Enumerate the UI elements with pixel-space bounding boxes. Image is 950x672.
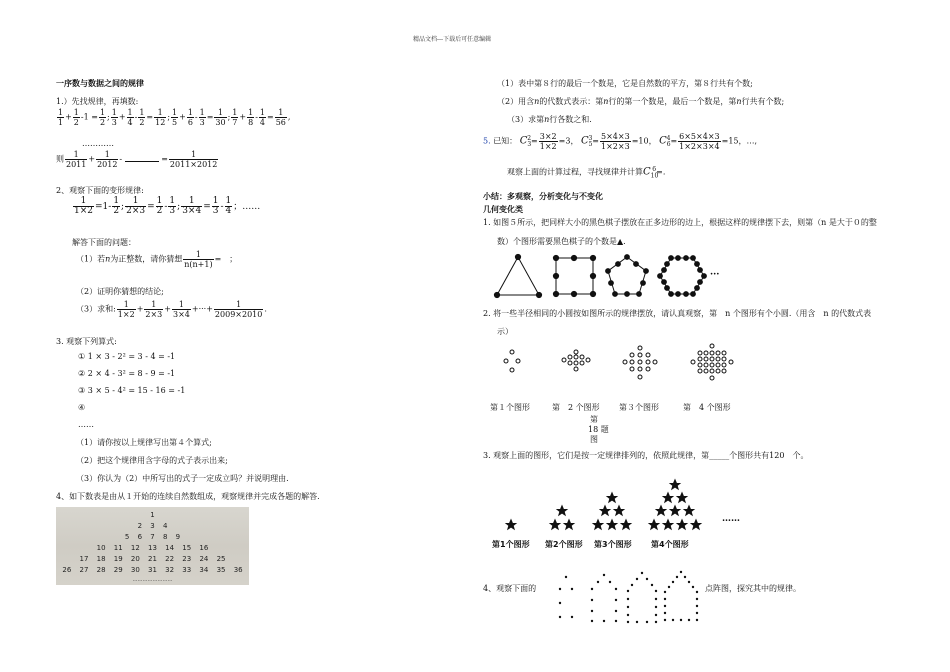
q3-line-3: ③ 3 × 5 - 4² = 15 - 16 = -1 — [78, 386, 186, 395]
g1-line1: 1. 如图５所示，把同样大小的黑色棋子摆放在正多边形的边上，根据这样的规律摆下去，则第（n 是大于０的整 — [483, 218, 877, 227]
g3-caption-1: 第1个图形 — [492, 540, 530, 549]
q4-label: 4、如下数表是由从１开始的连续自然数组成，观察规律并完成各题的解答. — [56, 492, 320, 501]
q1-label: 1.）先找规律，再填数: — [56, 97, 139, 106]
g2-line1: 2. 将一些半径相同的小圆按如图所示的规律摆放，请认真观察，第 n 个图形有个小圆.（用含 n 的代数式表 — [483, 309, 872, 318]
q2-part1: （1）若n为正整数，请你猜想 $\frac{1}{n(n+1)}$ = ； — [76, 250, 238, 269]
q2-part2: （2）证明你猜想的结论; — [76, 287, 164, 296]
q3-label: 3. 观察下列算式: — [56, 337, 117, 346]
table-row: 1 — [150, 511, 155, 519]
q2-part3: （3）求和: $\frac{1}{1\times 2}$ + $\frac{1}{2\times 3}$ + $\frac{1}{3\times 4}$ +···+ $\frac{1}{2009\times 2010}$ . — [76, 300, 267, 319]
q3-sub3: （3）你认为（2）中所写出的式子一定成立吗？并说明理由. — [76, 474, 289, 483]
g3-caption-4: 第4个图形 — [651, 540, 689, 549]
q3-sub1: （1）请你按以上规律写出第４个算式; — [76, 438, 212, 447]
q2-solve-intro: 解答下面的问题： — [72, 238, 136, 247]
g2-caption-2: 第 2 个图形 — [552, 403, 600, 412]
g4-suffix: 点阵图，探究其中的规律。 — [705, 584, 801, 593]
table-dots: …………………… — [132, 577, 173, 583]
g2-fig-num-2: 18 题 — [588, 425, 609, 434]
q3-dots: …… — [78, 420, 94, 429]
q5-combinations: 5. 已知： $C_3^2=$ $\frac{3\times 2}{1\times 2}$ =3， $C_5^3=$ $\frac{5\times 4\times 3}{1\times 2\times 3}$ =10， $C_6^4=$ $\frac{6\times 5\times 4\times 3}{1\times 2\times 3\times 4}$ =15，…, — [483, 132, 758, 151]
table-row: 2 3 4 — [137, 522, 168, 530]
summary-heading: 小结：多观察，分析变化与不变化 — [483, 191, 603, 201]
r-part2: （2）用含n的代数式表示：第n行的第一个数是，最后一个数是，第n行共有个数; — [497, 97, 785, 106]
g3-caption-3: 第3个图形 — [594, 540, 632, 549]
g2-caption-1: 第１个图形 — [490, 403, 530, 412]
q2-pattern: $\frac{1}{1\times 2}$ =1- $\frac{1}{2}$ ; $\frac{1}{2\times 3}$ = $\frac{1}{2}$ - $\frac{1}{3}$ ; $\frac{1}{3\times 4}$ = $\frac{1}{3}$ - $\frac{1}{4}$ ；…… — [74, 196, 261, 216]
geometry-heading: 几何变化类 — [483, 204, 523, 214]
q2-label: 2、观察下面的变形规律: — [56, 186, 144, 195]
q5-ask: 观察上面的计算过程，寻找规律并计算$C_{10}^6=$. — [507, 166, 666, 180]
g2-fig-num-3: 图 — [590, 435, 598, 444]
g1-more: ··· — [710, 270, 720, 280]
r-part1: （1）表中第８行的最后一个数是，它是自然数的平方，第８行共有个数; — [497, 79, 753, 88]
table-row: 5 6 7 8 9 — [124, 533, 181, 541]
table-row: 26 27 28 29 30 31 32 33 34 35 36 — [62, 566, 243, 574]
q1-then: 则 $\frac{1}{2011}$ + $\frac{1}{2012}$ - = $\frac{1}{2011\times 2012}$ — [56, 150, 218, 169]
g3-more: …… — [722, 514, 740, 524]
table-row: 10 11 12 13 14 15 16 — [96, 544, 209, 552]
g1-line2: 数）个图形需要黑色棋子的个数是▲. — [497, 237, 626, 246]
q3-sub2: （2）把这个规律用含字母的式子表示出来; — [76, 456, 228, 465]
g2-caption-3: 第３个图形 — [619, 403, 659, 412]
g3-caption-2: 第2个图形 — [545, 540, 583, 549]
g3-line: 3. 观察上面的图形，它们是按一定规律排列的，依照此规律，第_____个图形共有120 个。 — [483, 451, 809, 460]
q3-line-1: ① 1 × 3 - 2² = 3 - 4 = -1 — [78, 352, 176, 361]
q1-dots: ………… — [82, 139, 114, 148]
q3-line-4: ④ — [78, 403, 86, 412]
g2-line2: 示） — [497, 327, 513, 336]
table-row: 17 18 19 20 21 22 23 24 25 — [79, 555, 226, 563]
r-part3: （3）求第n行各数之和. — [507, 115, 592, 124]
q3-line-2: ② 2 × 4 - 3² = 8 - 9 = -1 — [78, 369, 176, 378]
g2-caption-4: 第 4 个图形 — [683, 403, 731, 412]
page-header: 精品文档---下载后可任意编辑 — [413, 36, 492, 43]
section-title: 一序数与数据之间的规律 — [56, 78, 144, 88]
g4-prefix: 4、观察下面的 — [483, 584, 537, 593]
g2-fig-num-1: 第 — [590, 415, 598, 424]
q1-fraction-chain: $\frac{1}{1}$ + $\frac{1}{2}$ -1 = $\frac{1}{2}$ ; $\frac{1}{3}$ + $\frac{1}{4}$ - $\frac{1}{2}$ = $\frac{1}{12}$ ; $\frac{1}{5}$ + $\frac{1}{6}$ - $\frac{1}{3}$ = $\frac{1}{30}$ ; $\frac{1}{7}$ + $\frac{1}{8}$ - $\frac{1}{4}$ = $\frac{1}{56}$ , — [58, 108, 291, 127]
